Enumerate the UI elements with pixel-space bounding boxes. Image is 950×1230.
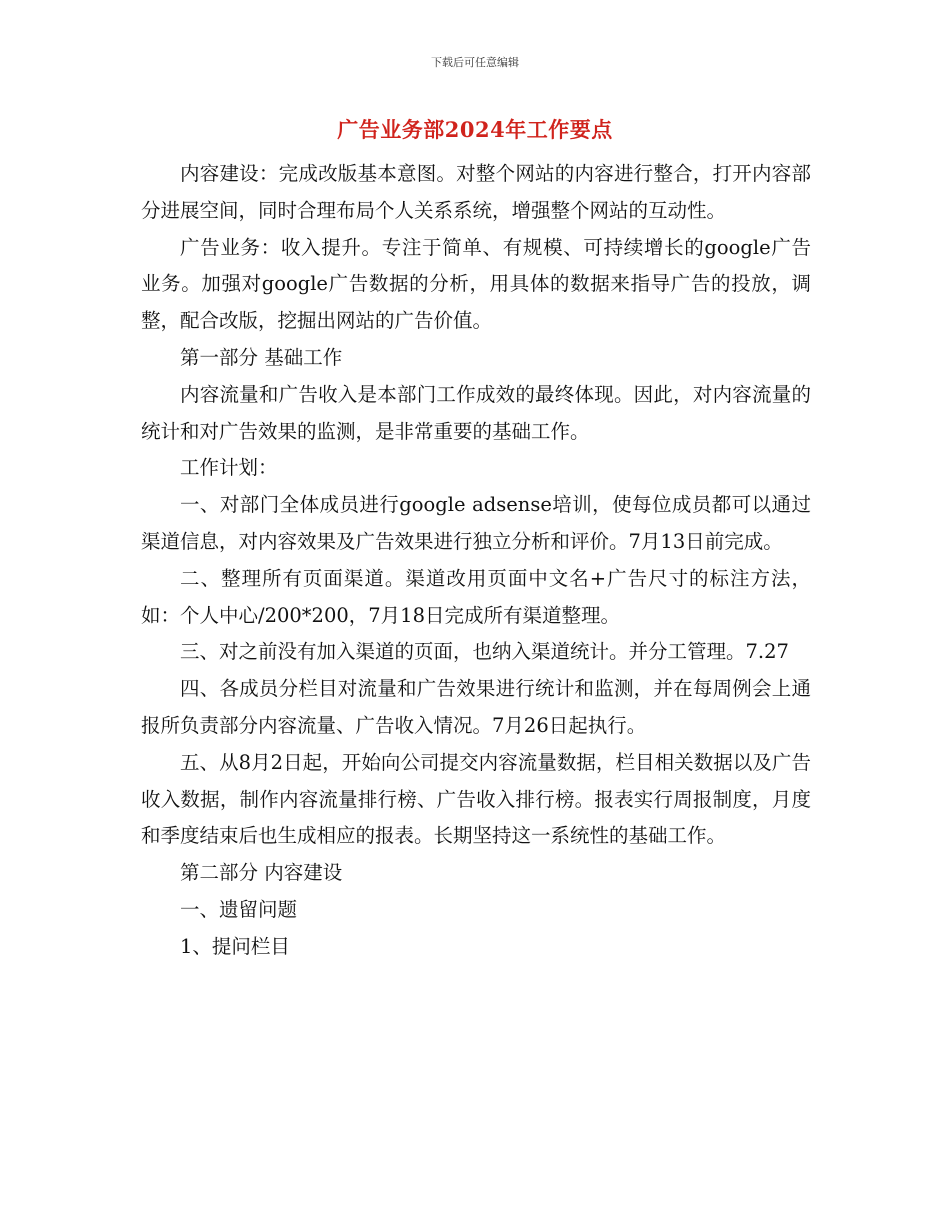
section-heading-part-two: 第二部分 内容建设 — [180, 861, 343, 885]
paragraph-traffic-revenue: 内容流量和广告收入是本部门工作成效的最终体现。因此，对内容流量的统计和对广告效果的监测，是非常重要的基础工作。 — [141, 382, 811, 443]
paragraph-content-building: 内容建设：完成改版基本意图。对整个网站的内容进行整合，打开内容部分进展空间，同时合理布局个人关系系统，增强整个网站的互动性。 — [141, 162, 811, 222]
document-title: 广告业务部2024年工作要点 — [337, 117, 613, 142]
plan-item-5: 五、从8月2日起，开始向公司提交内容流量数据，栏目相关数据以及广告收入数据，制作内容流量排行榜、广告收入排行榜。报表实行周报制度，月度和季度结束后也生成相应的报表。长期坚持这一系统性的基础工作。 — [141, 750, 811, 848]
plan-item-4: 四、各成员分栏目对流量和广告效果进行统计和监测，并在每周例会上通报所负责部分内容流量、广告收入情况。7月26日起执行。 — [141, 677, 811, 737]
paragraph-ad-business: 广告业务：收入提升。专注于简单、有规模、可持续增长的google广告业务。加强对google广告数据的分析，用具体的数据来指导广告的投放，调整，配合改版，挖掘出网站的广告价值。 — [141, 235, 811, 333]
subheading-question-column: 1、提问栏目 — [180, 934, 290, 958]
document-body — [141, 156, 811, 966]
download-editable-note: 下载后可任意编辑 — [431, 56, 519, 69]
plan-item-2: 二、整理所有页面渠道。渠道改用页面中文名+广告尺寸的标注方法，如：个人中心/200*200，7月18日完成所有渠道整理。 — [141, 566, 811, 627]
subheading-legacy-issues: 一、遗留问题 — [180, 897, 298, 921]
plan-item-1: 一、对部门全体成员进行google adsense培训，使每位成员都可以通过渠道信息，对内容效果及广告效果进行独立分析和评价。7月13日前完成。 — [141, 493, 811, 553]
work-plan-heading: 工作计划： — [180, 456, 278, 480]
section-heading-part-one: 第一部分 基础工作 — [180, 345, 343, 369]
plan-item-3: 三、对之前没有加入渠道的页面，也纳入渠道统计。并分工管理。7.27 — [180, 640, 789, 664]
